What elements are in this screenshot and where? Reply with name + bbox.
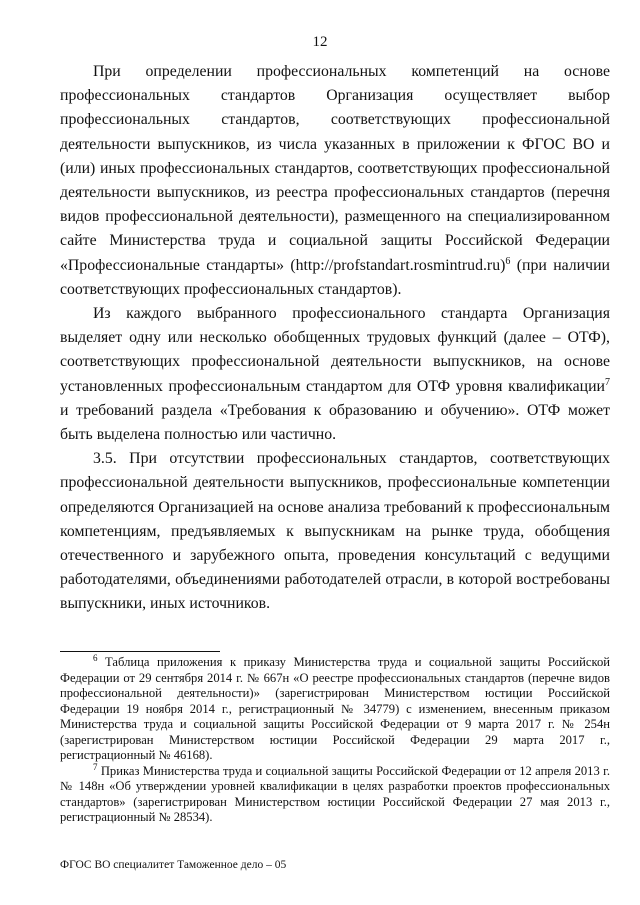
- footnote-6: [60, 655, 610, 764]
- footnote-ref-7: 7: [605, 376, 610, 388]
- paragraph-professional-standards-selection: [60, 60, 610, 302]
- footnote-ref-6: 6: [505, 255, 511, 267]
- footnote-7: [60, 761, 610, 826]
- page-number: 12: [312, 34, 328, 50]
- page-footer: ФГОС ВО специалитет Таможенное дело – 05: [60, 859, 287, 871]
- body-text: [60, 60, 610, 617]
- paragraph-text: Из каждого выбранного профессионального стандарта Организация выделяет одну или несколько обобщенных трудовых функций (далее – ОТФ), соответствующих профессиональной деятельности выпускников, на основе установленных профессиональным стандартом для ОТФ уровня квалификации: [60, 305, 610, 395]
- paragraph-text: При определении профессиональных компетенций на основе профессиональных стандартов Организация осуществляет выбор профессиональных стандартов, соответствующих профессиональной деятельности выпускников, из числа указанных в приложении к ФГОС ВО и (или) иных профессиональных стандартов, соответствующих профессиональной деятельности выпускников, из реестра профессиональных стандартов (перечня видов профессиональной деятельности), размещенного на специализированном сайте Министерства труда и социальной защиты Российской Федерации «Профессиональные стандарты» (http://profstandart.rosmintrud.ru): [60, 63, 610, 274]
- paragraph-text-continued: и требований раздела «Требования к образованию и обучению». ОТФ может быть выделена полностью или частично.: [60, 401, 610, 444]
- footnote-text: Приказ Министерства труда и социальной защиты Российской Федерации от 12 апреля 2013 г. № 148н «Об утверждении уровней квалификации в целях разработки проектов профессиональных стандартов» (зарегистрирован Министерством юстиции Российской Федерации 27 мая 2013 г., регистрационный № 28534).: [60, 763, 610, 824]
- footnote-number: 7: [93, 761, 98, 772]
- footnote-text: Таблица приложения к приказу Министерства труда и социальной защиты Российской Федерации от 29 сентября 2014 г. № 667н «О реестре профессиональных стандартов (перечне видов профессиональной деятельности)» (зарегистрирован Министерством юстиции Российской Федерации 19 ноября 2014 г., регистрационный № 34779) с изменением, внесенным приказом Министерства труда и социальной защиты Российской Федерации от 9 марта 2017 г. № 254н (зарегистрирован Министерством юстиции Российской Федерации 29 марта 2017 г., регистрационный № 46168).: [60, 655, 610, 762]
- footnotes: [60, 655, 610, 826]
- footnote-number: 6: [93, 653, 98, 663]
- paragraph-text-continued: (при наличии соответствующих профессиональных стандартов).: [60, 256, 610, 298]
- paragraph-section-3-5: 3.5. При отсутствии профессиональных стандартов, соответствующих профессиональной деятельности выпускников, профессиональные компетенции определяются Организацией на основе анализа требований к профессиональным компетенциям, предъявляемых к выпускникам на рынке труда, обобщения отечественного и зарубежного опыта, проведения консультаций с ведущими работодателями, объединениями работодателей отрасли, в которой востребованы выпускники, иных источников.: [60, 450, 610, 613]
- footnote-separator: [60, 651, 220, 652]
- paragraph-generalized-labor-functions: [60, 302, 610, 447]
